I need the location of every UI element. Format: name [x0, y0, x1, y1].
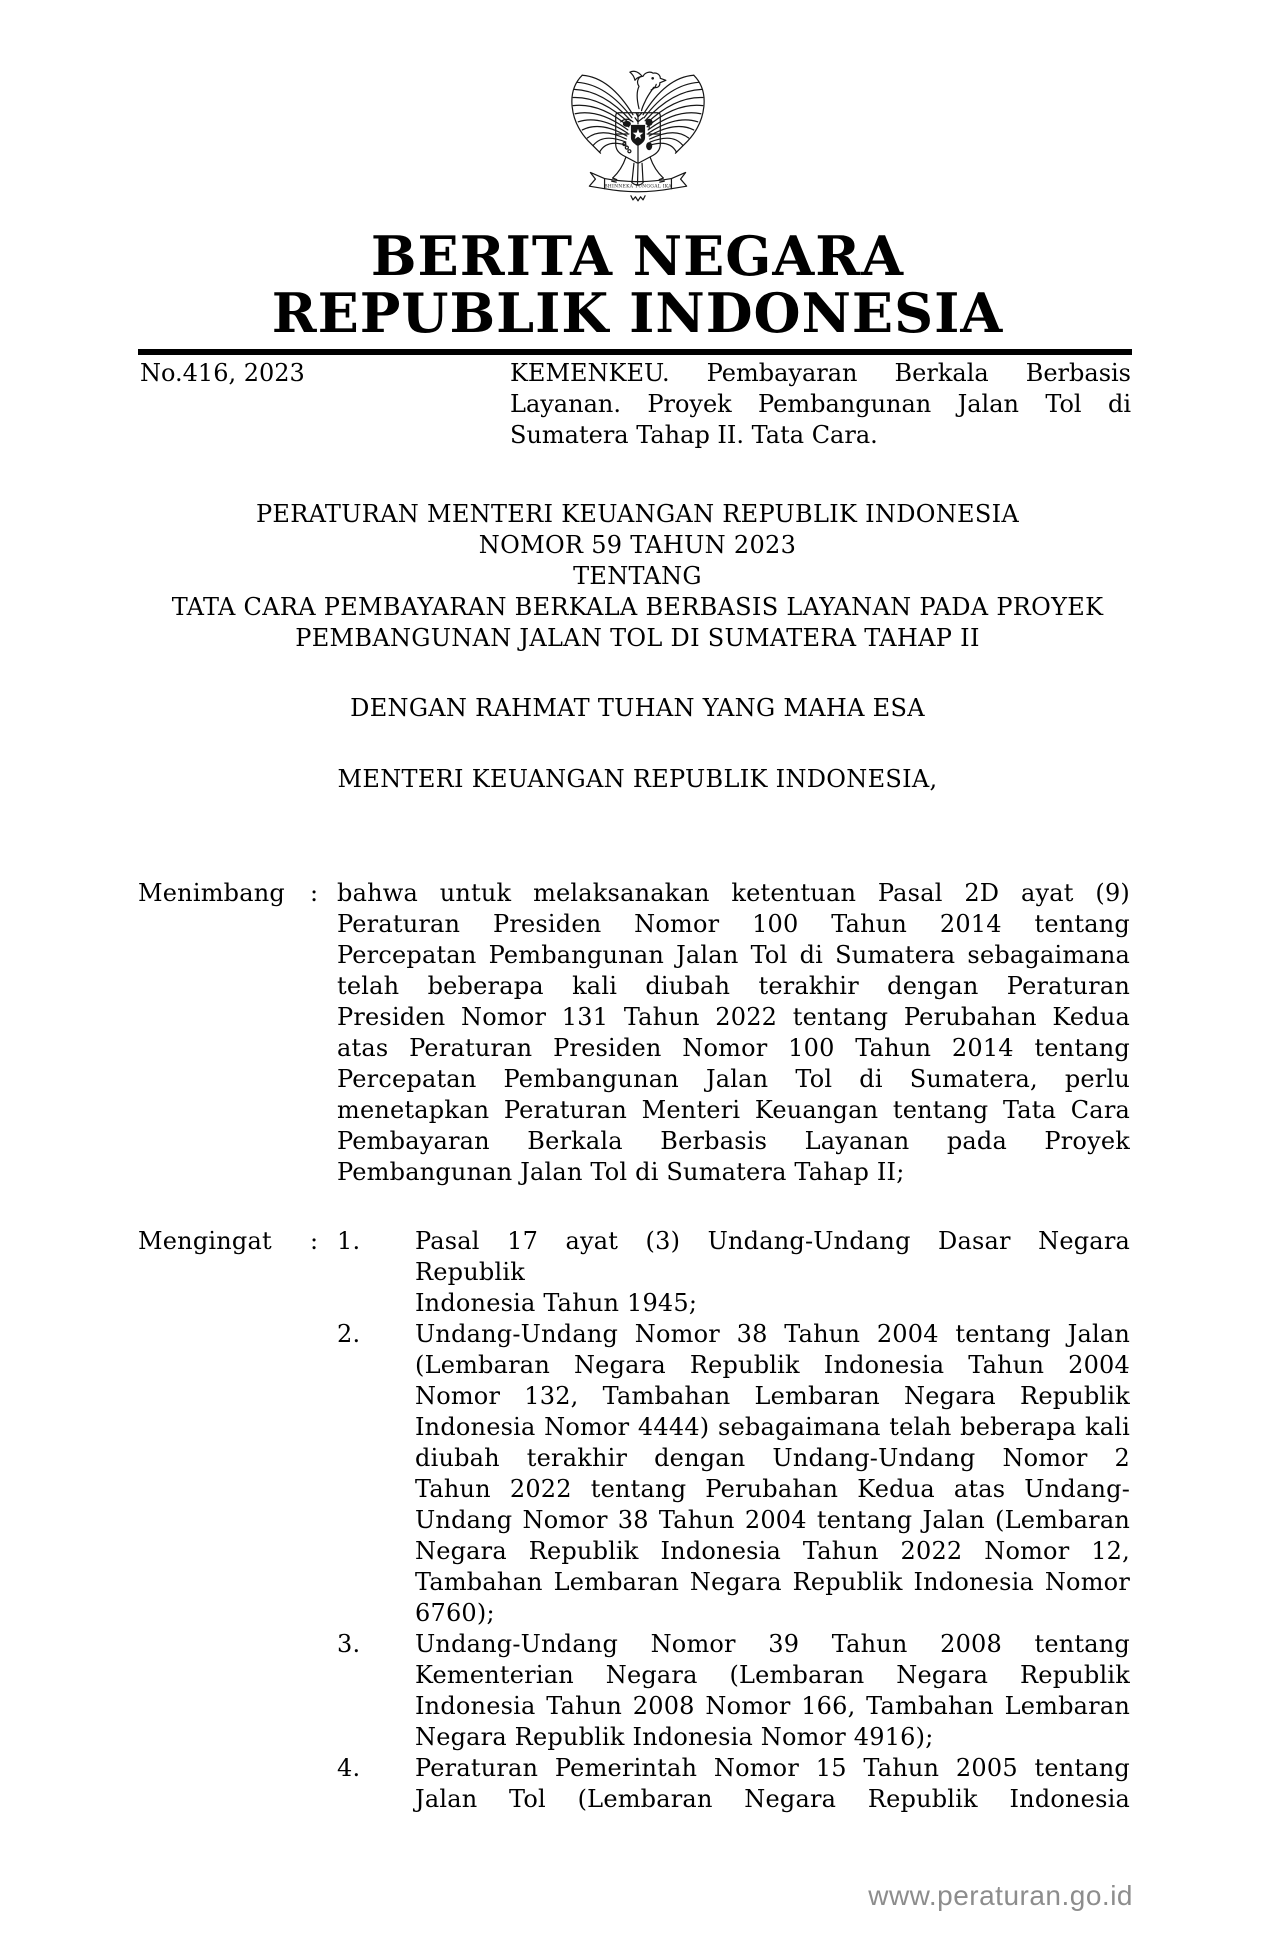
list-item-text [415, 1319, 1130, 1629]
subject-line: Sumatera Tahap II. Tata Cara. [510, 421, 878, 449]
legal-basis-body [337, 1226, 1130, 1815]
invocation-line: DENGAN RAHMAT TUHAN YANG MAHA ESA [350, 694, 925, 722]
clause-line: Pembangunan Jalan Tol di Sumatera Tahap II; [337, 1158, 905, 1186]
clause-line: Undang Nomor 38 Tahun 2004 tentang Jalan (Lembaran [415, 1506, 1130, 1534]
clause-line: Pasal 17 ayat (3) Undang-Undang Dasar Negara Republik [415, 1227, 1130, 1286]
clause-line: telah beberapa kali diubah terakhir dengan Peraturan [337, 972, 1130, 1000]
clause-line: Indonesia Tahun 2008 Nomor 166, Tambahan Lembaran [415, 1692, 1130, 1720]
clause-line: Tambahan Lembaran Negara Republik Indonesia Nomor [415, 1568, 1130, 1596]
issue-number: No.416, 2023 [140, 359, 305, 387]
regulation-title-line: PERATURAN MENTERI KEUANGAN REPUBLIK INDONESIA [255, 500, 1020, 528]
considering-section [138, 878, 1131, 1188]
clause-line: Peraturan Pemerintah Nomor 15 Tahun 2005 tentang [415, 1754, 1130, 1782]
clause-line: Undang-Undang Nomor 38 Tahun 2004 tentang Jalan [415, 1320, 1130, 1348]
subject-abstract [510, 358, 1131, 451]
clause-line: menetapkan Peraturan Menteri Keuangan tentang Tata Cara [337, 1096, 1130, 1124]
clause-line: Indonesia Tahun 1945; [415, 1289, 698, 1317]
list-item [337, 1319, 1130, 1629]
clause-line: Negara Republik Indonesia Nomor 4916); [415, 1723, 934, 1751]
clause-line: Percepatan Pembangunan Jalan Tol di Sumatera sebagaimana [337, 941, 1130, 969]
clause-line: Nomor 132, Tambahan Lembaran Negara Republik [415, 1382, 1130, 1410]
masthead-line1: BERITA NEGARA [370, 224, 905, 288]
list-item-text [415, 1629, 1130, 1753]
regulation-subject-line: PEMBANGUNAN JALAN TOL DI SUMATERA TAHAP II [295, 624, 980, 652]
list-item-text [415, 1753, 1130, 1815]
clause-line: Undang-Undang Nomor 39 Tahun 2008 tentang [415, 1630, 1130, 1658]
subject-line: Layanan. Proyek Pembangunan Jalan Tol di [510, 390, 1131, 418]
list-item [337, 1753, 1130, 1815]
footer-url: www.peraturan.go.id [868, 1880, 1133, 1911]
considering-body [337, 878, 1130, 1188]
legal-basis-label: Mengingat [138, 1227, 272, 1255]
regulation-subject-line: TATA CARA PEMBAYARAN BERKALA BERBASIS LAYANAN PADA PROYEK [171, 593, 1104, 621]
clause-line: (Lembaran Negara Republik Indonesia Tahun 2004 [415, 1351, 1130, 1379]
clause-line: Negara Republik Indonesia Tahun 2022 Nomor 12, [415, 1537, 1130, 1565]
list-item-number: 1. [337, 1227, 361, 1255]
considering-label: Menimbang [138, 879, 285, 907]
clause-line: Percepatan Pembangunan Jalan Tol di Sumatera, perlu [337, 1065, 1130, 1093]
list-item-text [415, 1226, 1130, 1319]
list-item-number: 4. [337, 1754, 361, 1782]
clause-line: diubah terakhir dengan Undang-Undang Nomor 2 [415, 1444, 1130, 1472]
masthead-line2: REPUBLIK INDONESIA [271, 281, 1004, 345]
considering-colon: : [310, 879, 319, 907]
motto-text: BHINNEKA TUNGGAL IKA [603, 184, 672, 190]
pancasila-shield [615, 113, 660, 164]
clause-line: Kementerian Negara (Lembaran Negara Republik [415, 1661, 1130, 1689]
clause-line: Pembayaran Berkala Berbasis Layanan pada Proyek [337, 1127, 1130, 1155]
masthead-divider-rule [138, 349, 1132, 355]
regulation-number-line: NOMOR 59 TAHUN 2023 [478, 531, 797, 559]
legal-basis-section [138, 1226, 1131, 1815]
clause-line: Tahun 2022 tentang Perubahan Kedua atas Undang- [415, 1475, 1130, 1503]
right-wing [643, 75, 704, 153]
left-wing [571, 75, 632, 153]
list-item-number: 2. [337, 1320, 361, 1348]
tentang-line: TENTANG [573, 562, 702, 590]
regulation-title [0, 499, 1275, 654]
clause-line: Peraturan Presiden Nomor 100 Tahun 2014 tentang [337, 910, 1130, 938]
garuda-pancasila-emblem [562, 58, 714, 212]
list-item-number: 3. [337, 1630, 361, 1658]
clause-line: 6760); [415, 1599, 495, 1627]
subject-line: KEMENKEU. Pembayaran Berkala Berbasis [510, 359, 1131, 387]
masthead-title [0, 224, 1275, 345]
list-item [337, 1226, 1130, 1319]
clause-line: Presiden Nomor 131 Tahun 2022 tentang Perubahan Kedua [337, 1003, 1130, 1031]
list-item [337, 1629, 1130, 1753]
clause-line: Indonesia Nomor 4444) sebagaimana telah beberapa kali [415, 1413, 1130, 1441]
legal-basis-colon: : [310, 1227, 319, 1255]
clause-line: Jalan Tol (Lembaran Negara Republik Indonesia [415, 1785, 1130, 1813]
clause-line: bahwa untuk melaksanakan ketentuan Pasal 2D ayat (9) [337, 879, 1130, 907]
clause-line: atas Peraturan Presiden Nomor 100 Tahun 2014 tentang [337, 1034, 1130, 1062]
authority-line: MENTERI KEUANGAN REPUBLIK INDONESIA, [337, 765, 938, 793]
